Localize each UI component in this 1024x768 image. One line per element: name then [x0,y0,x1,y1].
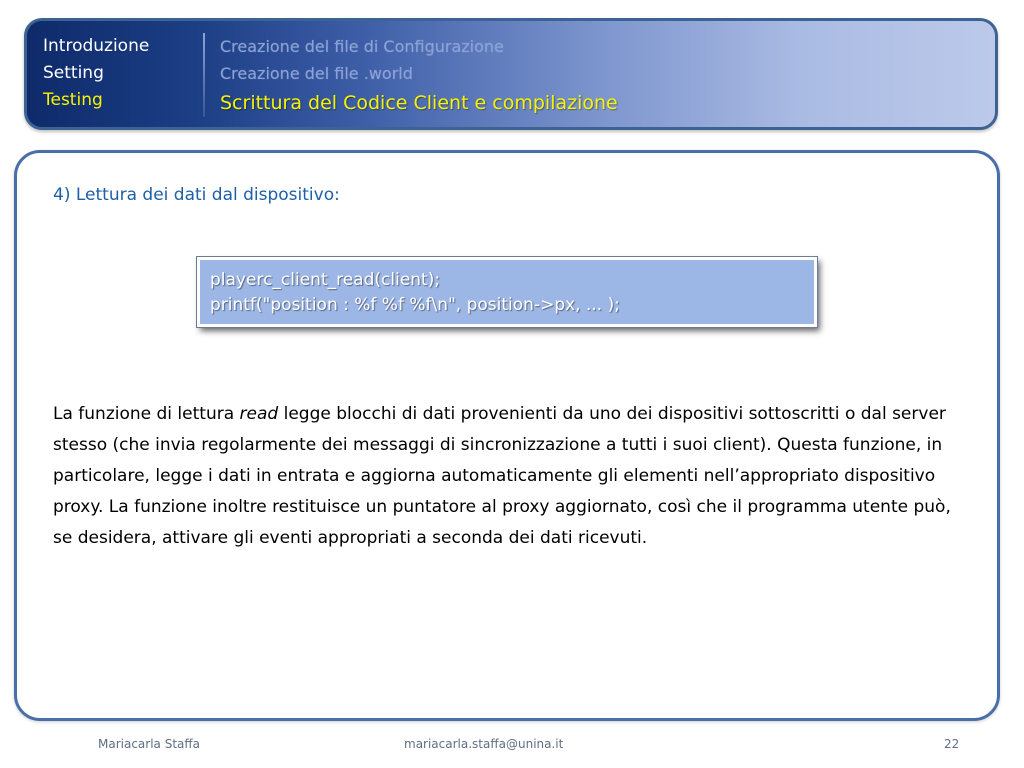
content-panel [14,150,1000,721]
nav-section-introduzione: Introduzione [43,36,150,56]
paragraph-rest: legge blocchi di dati provenienti da uno dei dispositivi sottoscritti o dal server stesso (che invia regolarmente dei messaggi di sincronizzazione a tutti i suoi client). Questa funzione, in particolare, legge i dati in entrata e aggiorna automaticamente gli elementi nell’appropriato dispositivo proxy. La funzione inoltre restituisce un puntatore al proxy aggiornato, così che il programma utente può, se desidera, attivare gli eventi appropriati a seconda dei dati ricevuti. [53,404,951,548]
code-line-read: playerc_client_read(client); [210,270,441,290]
header-divider [203,33,205,117]
point-heading: 4) Lettura dei dati dal dispositivo: [53,185,340,205]
section-nav [43,33,203,114]
paragraph-emphasis: read [239,404,279,424]
nav-sub-world: Creazione del file .world [220,64,413,83]
paragraph-start: La funzione di lettura [53,404,240,424]
code-line-printf: printf("position : %f %f %f\n", position->px, ... ); [210,295,620,315]
body-paragraph [53,399,953,554]
nav-section-setting: Setting [43,63,104,83]
code-box [197,257,817,327]
nav-section-testing: Testing [43,90,103,110]
subsection-nav [220,33,980,119]
nav-sub-codice-client: Scrittura del Codice Client e compilazione [220,92,618,114]
footer-author: Mariacarla Staffa [98,737,201,751]
footer-email: mariacarla.staffa@unina.it [404,737,564,751]
footer-page-number: 22 [944,737,960,751]
nav-sub-configurazione: Creazione del file di Configurazione [220,37,504,56]
header-banner [24,18,998,130]
